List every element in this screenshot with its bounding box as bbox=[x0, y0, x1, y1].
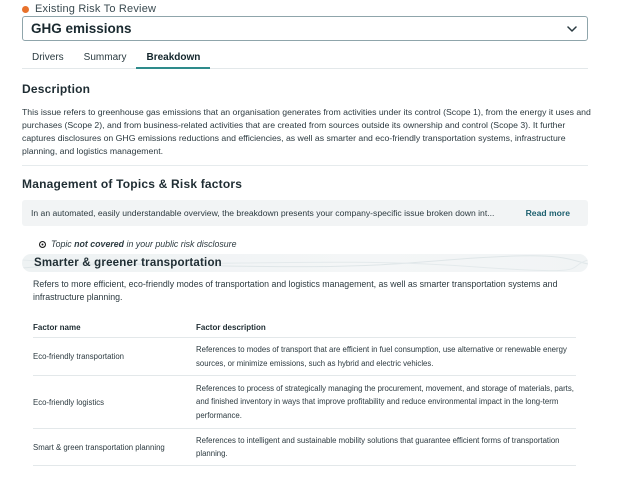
description-text: This issue refers to greenhouse gas emissions that an organisation generates from activities under its control (Scope 1), from the energy it uses and purchases (Scope 2), and from business-related activities that are created from sources outside its ownership and control (Scope 3). It further captures disclosures on GHG emissions reductions and efficiencies, as well as smarter and eco-friendly transportation systems, infrastructure planning, and logistics management. bbox=[22, 107, 591, 156]
tab-summary[interactable]: Summary bbox=[83, 52, 127, 63]
factor-description: References to modes of transport that are efficient in fuel consumption, use alternative or renewable energy sources, or minimize emissions, such as hybrid and electric vehicles. bbox=[196, 345, 567, 368]
coverage-legend bbox=[39, 239, 237, 249]
table-header bbox=[33, 318, 576, 338]
section-divider bbox=[22, 165, 588, 166]
risk-select[interactable] bbox=[22, 16, 588, 41]
legend-prefix: Topic bbox=[51, 239, 72, 249]
chevron-down-icon[interactable] bbox=[567, 24, 577, 34]
factor-description: References to intelligent and sustainable mobility solutions that guarantee efficient forms of transportation planning. bbox=[196, 435, 560, 458]
tab-bar bbox=[22, 48, 588, 69]
read-more-link[interactable]: Read more bbox=[525, 208, 570, 218]
factor-name: Eco-friendly logistics bbox=[33, 397, 105, 407]
table-row bbox=[33, 338, 576, 376]
topic-description: Refers to more efficient, eco-friendly modes of transportation and logistics management, as well as smarter transportation systems and infrastructure planning. bbox=[33, 279, 558, 302]
factor-description: References to process of strategically managing the procurement, movement, and storage of materials, parts, and finished inventory in ways that improve profitability and reduce environmental impact in the long-term performance. bbox=[196, 383, 574, 420]
factor-table bbox=[33, 318, 576, 466]
risk-select-value: GHG emissions bbox=[31, 21, 132, 36]
risk-label-text: Existing Risk To Review bbox=[35, 3, 157, 15]
overview-text: In an automated, easily understandable overview, the breakdown presents your company-specific issue broken down int... bbox=[31, 208, 495, 218]
column-header-factor-description: Factor description bbox=[196, 323, 266, 332]
legend-suffix: in your public risk disclosure bbox=[126, 239, 237, 249]
tab-drivers[interactable]: Drivers bbox=[32, 52, 64, 63]
table-row bbox=[33, 429, 576, 466]
management-heading: Management of Topics & Risk factors bbox=[22, 177, 243, 191]
table-row bbox=[33, 376, 576, 429]
topic-header bbox=[22, 254, 588, 272]
topic-title: Smarter & greener transportation bbox=[34, 257, 222, 269]
status-dot bbox=[22, 6, 29, 13]
not-covered-dot-icon bbox=[39, 241, 46, 248]
risk-status-label bbox=[22, 3, 156, 15]
description-heading: Description bbox=[22, 82, 91, 96]
legend-emphasis: not covered bbox=[74, 239, 125, 249]
column-header-factor-name: Factor name bbox=[33, 323, 81, 332]
overview-box bbox=[22, 200, 588, 226]
factor-name: Eco-friendly transportation bbox=[33, 352, 125, 361]
factor-name: Smart & green transportation planning bbox=[33, 442, 165, 452]
tab-breakdown[interactable]: Breakdown bbox=[136, 48, 210, 69]
